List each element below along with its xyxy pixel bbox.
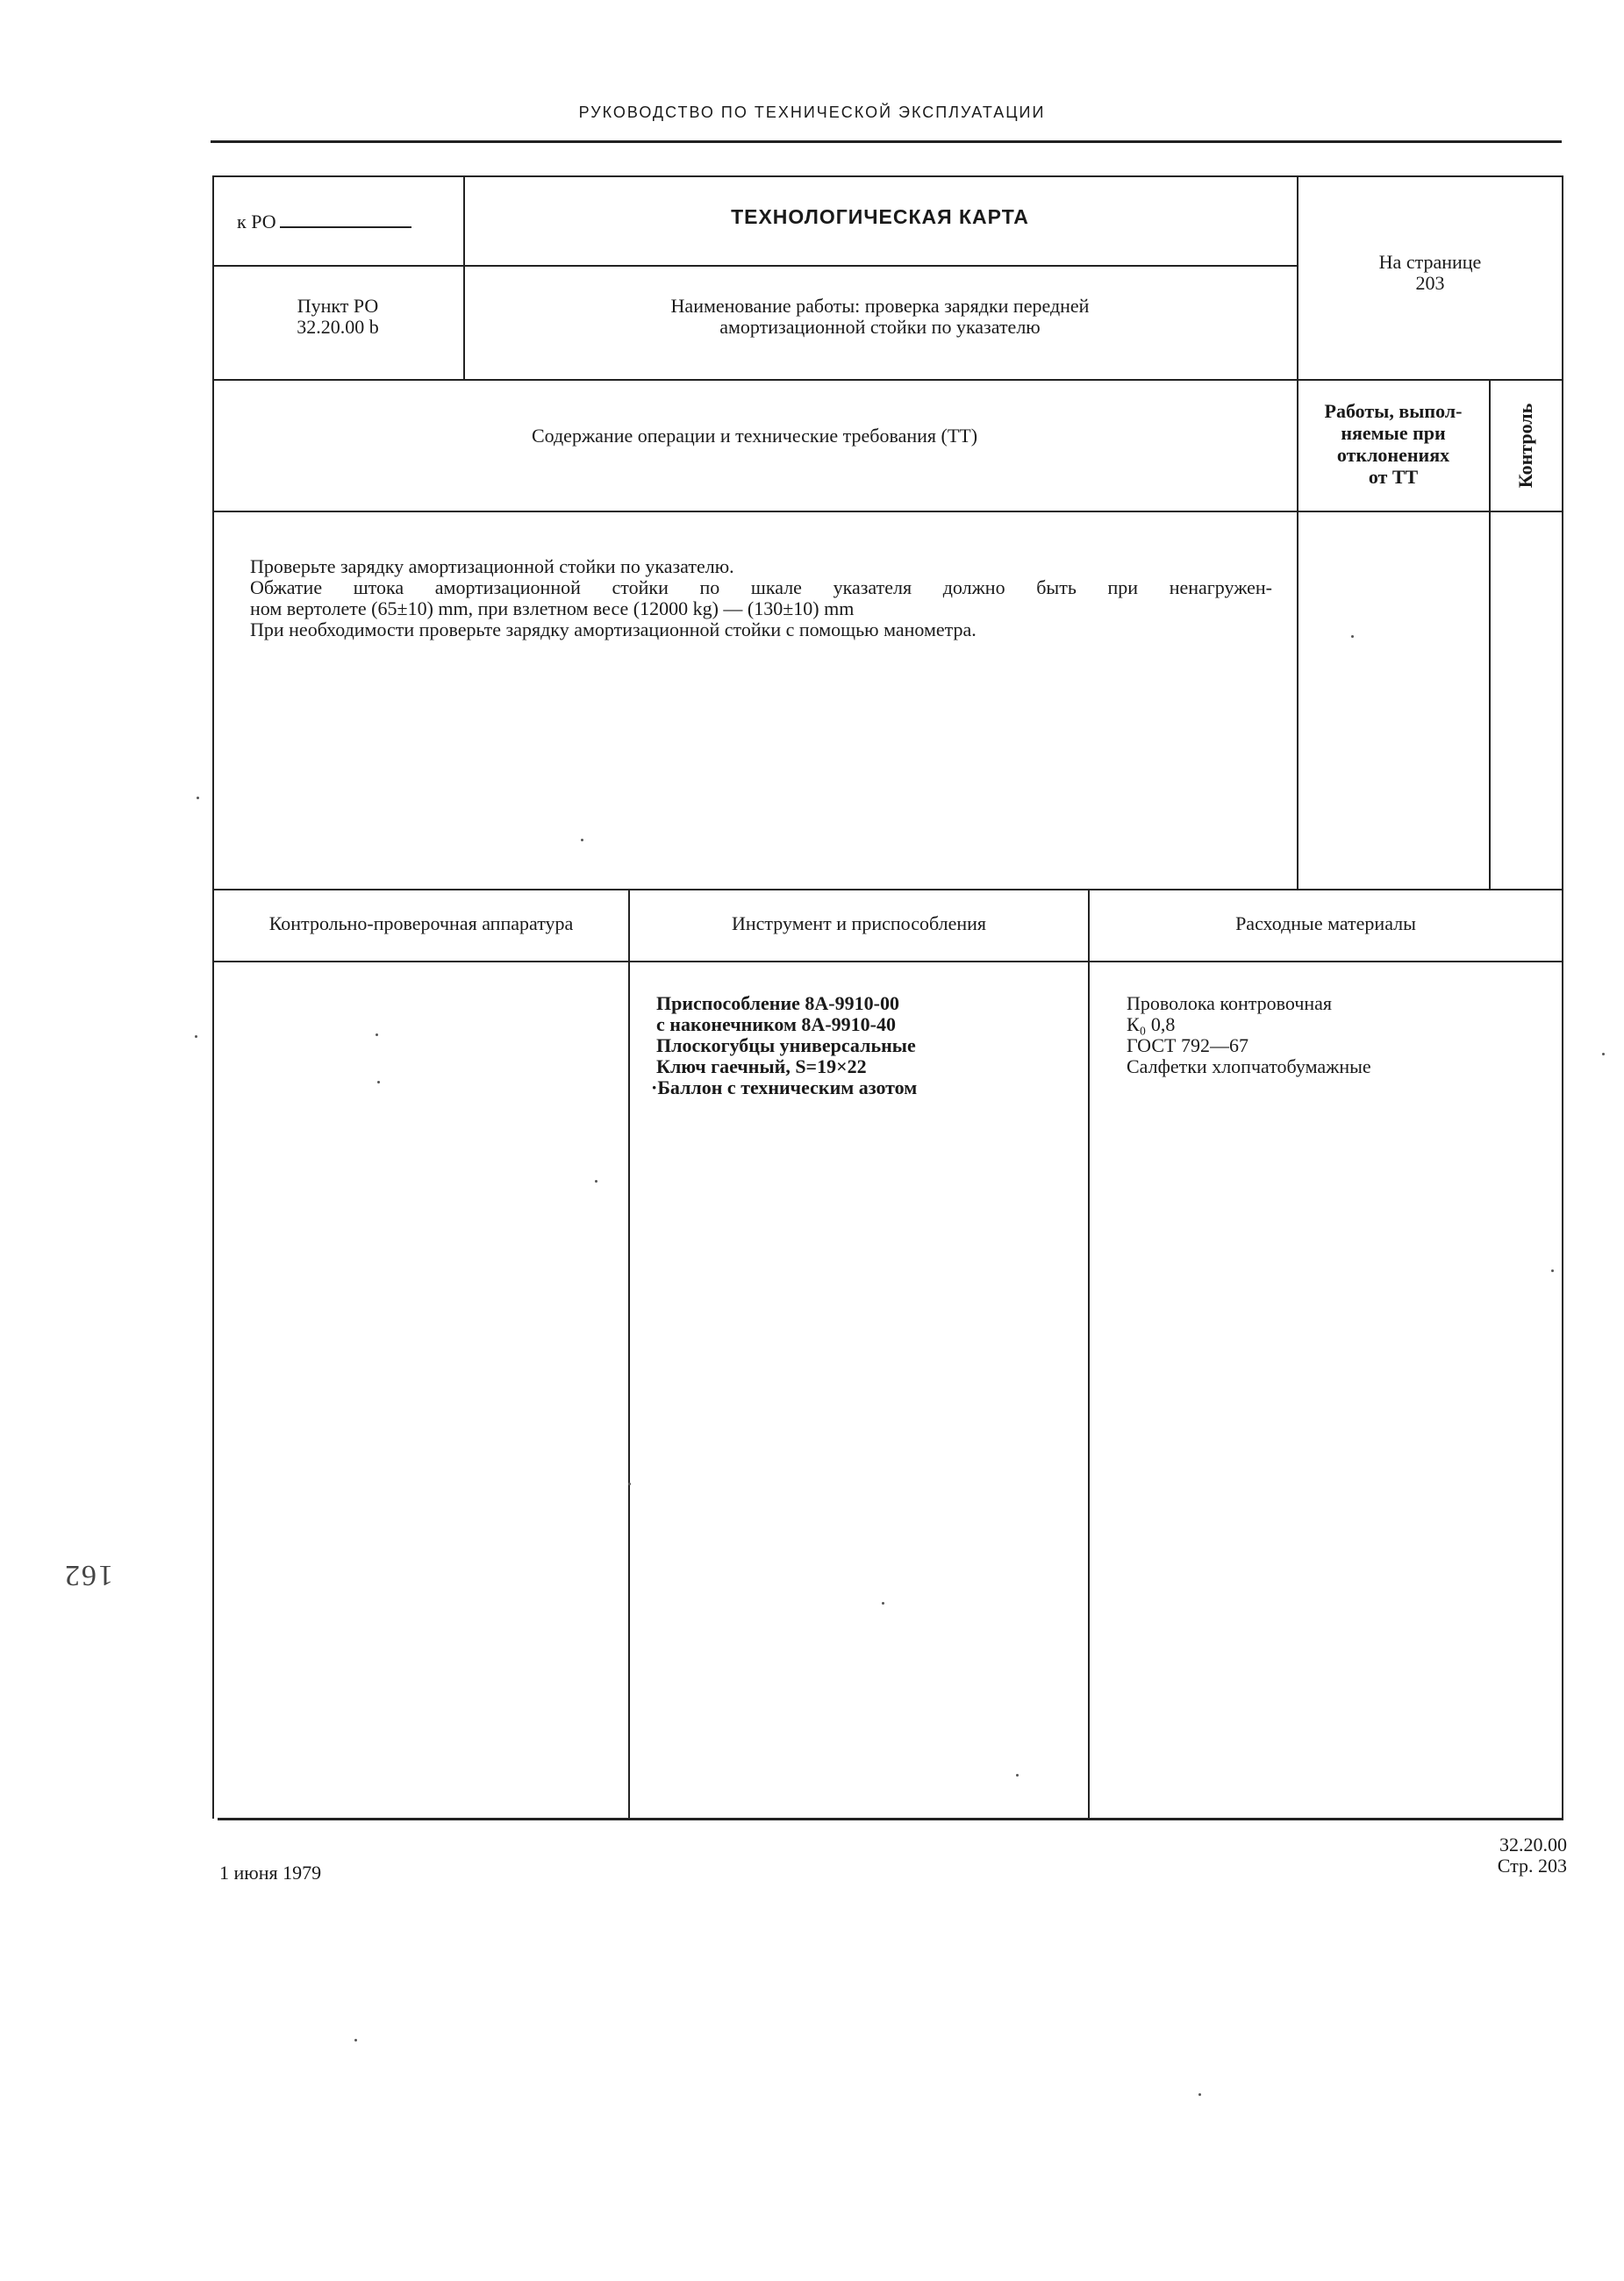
divider-equipment-top [212,889,1563,890]
ref-blank-line [280,226,411,228]
work-name-line2: амортизационной стойки по указателю [719,316,1041,338]
table-left-border [212,175,214,1819]
divider-equipment-col2 [1088,889,1090,1818]
page-number: 203 [1415,272,1445,294]
ref-label [237,211,411,233]
scan-speck [581,839,583,841]
work-name-line1: Наименование работы: проверка зарядки передней [670,295,1090,317]
footer-date: 1 июня 1979 [219,1862,322,1884]
tool-item: Ключ гаечный, S=19×22 [656,1055,867,1077]
tool-item: ·Баллон с техническим азотом [651,1076,918,1098]
deviation-header-line: от ТТ [1368,466,1419,488]
equipment-col1-header: Контрольно-проверочная аппаратура [268,912,574,934]
divider-ref-row [212,265,1297,267]
operation-line: Проверьте зарядку амортизационной стойки по указателю. [250,555,734,577]
material-item: ГОСТ 792—67 [1127,1034,1248,1056]
control-header: Контроль [1514,403,1536,489]
deviation-header-line: Работы, выпол- [1324,400,1463,422]
deviation-header-line: няемые при [1341,422,1446,444]
point-value: 32.20.00 b [297,316,379,338]
scan-speck [1551,1269,1554,1272]
scan-speck [376,1033,378,1036]
footer-code: 32.20.00 [1499,1834,1567,1856]
margin-handwritten-note: 162 [63,1559,113,1591]
scan-speck [882,1602,884,1605]
table-right-border [1562,175,1563,1819]
equipment-col2-header: Инструмент и приспособления [731,912,987,934]
scan-speck [354,2039,357,2041]
tool-item: Приспособление 8А-9910-00 [656,992,899,1014]
table-top-border [212,175,1563,177]
scan-speck [1198,2093,1201,2096]
scan-speck [377,1081,380,1083]
materials-list [1127,993,1371,1077]
scan-speck [1016,1774,1019,1777]
tool-item: с наконечником 8А-9910-40 [656,1013,896,1035]
equipment-col3-header: Расходные материалы [1235,912,1416,934]
tool-item: Плоскогубцы универсальные [656,1034,916,1056]
scan-speck [628,1483,631,1485]
deviation-header-line: отклонениях [1336,444,1450,466]
tools-list [651,992,918,1098]
scan-speck [197,797,199,799]
deviation-header [1298,400,1488,488]
operation-line: Обжатие штока амортизационной стойки по шкале указателя должно быть при ненагружен- [250,576,1272,598]
ref-label-text: к РО [237,211,276,232]
scan-speck [1602,1053,1605,1055]
header-rule [211,140,1562,143]
operations-body [250,556,1285,640]
operation-line: ном вертолете (65±10) mm, при взлетном весе (12000 kg) — (130±10) mm [250,597,855,619]
divider-control-col [1489,379,1491,889]
scan-speck [195,1035,197,1038]
divider-equipment-col1 [628,889,630,1818]
material-item: К₀ 0,8 [1127,1013,1176,1035]
material-item: Салфетки хлопчатобумажные [1127,1055,1371,1077]
divider-header-bottom [212,379,1563,381]
material-item: Проволока контровочная [1127,992,1333,1014]
scan-speck [1351,635,1354,638]
point-label: Пункт РО [297,295,379,317]
operations-header: Содержание операции и технические требования (ТТ) [531,425,978,447]
operation-line: При необходимости проверьте зарядку амортизационной стойки с помощью манометра. [250,619,977,640]
footer-page: Стр. 203 [1497,1855,1567,1877]
scan-speck [595,1180,597,1183]
page-label: На странице [1378,251,1482,273]
divider-op-header [212,511,1563,512]
table-bottom-border [218,1818,1563,1820]
divider-equipment-header [212,961,1563,962]
card-title: ТЕХНОЛОГИЧЕСКАЯ КАРТА [731,205,1029,228]
document-header-title: РУКОВОДСТВО ПО ТЕХНИЧЕСКОЙ ЭКСПЛУАТАЦИИ [578,104,1046,121]
